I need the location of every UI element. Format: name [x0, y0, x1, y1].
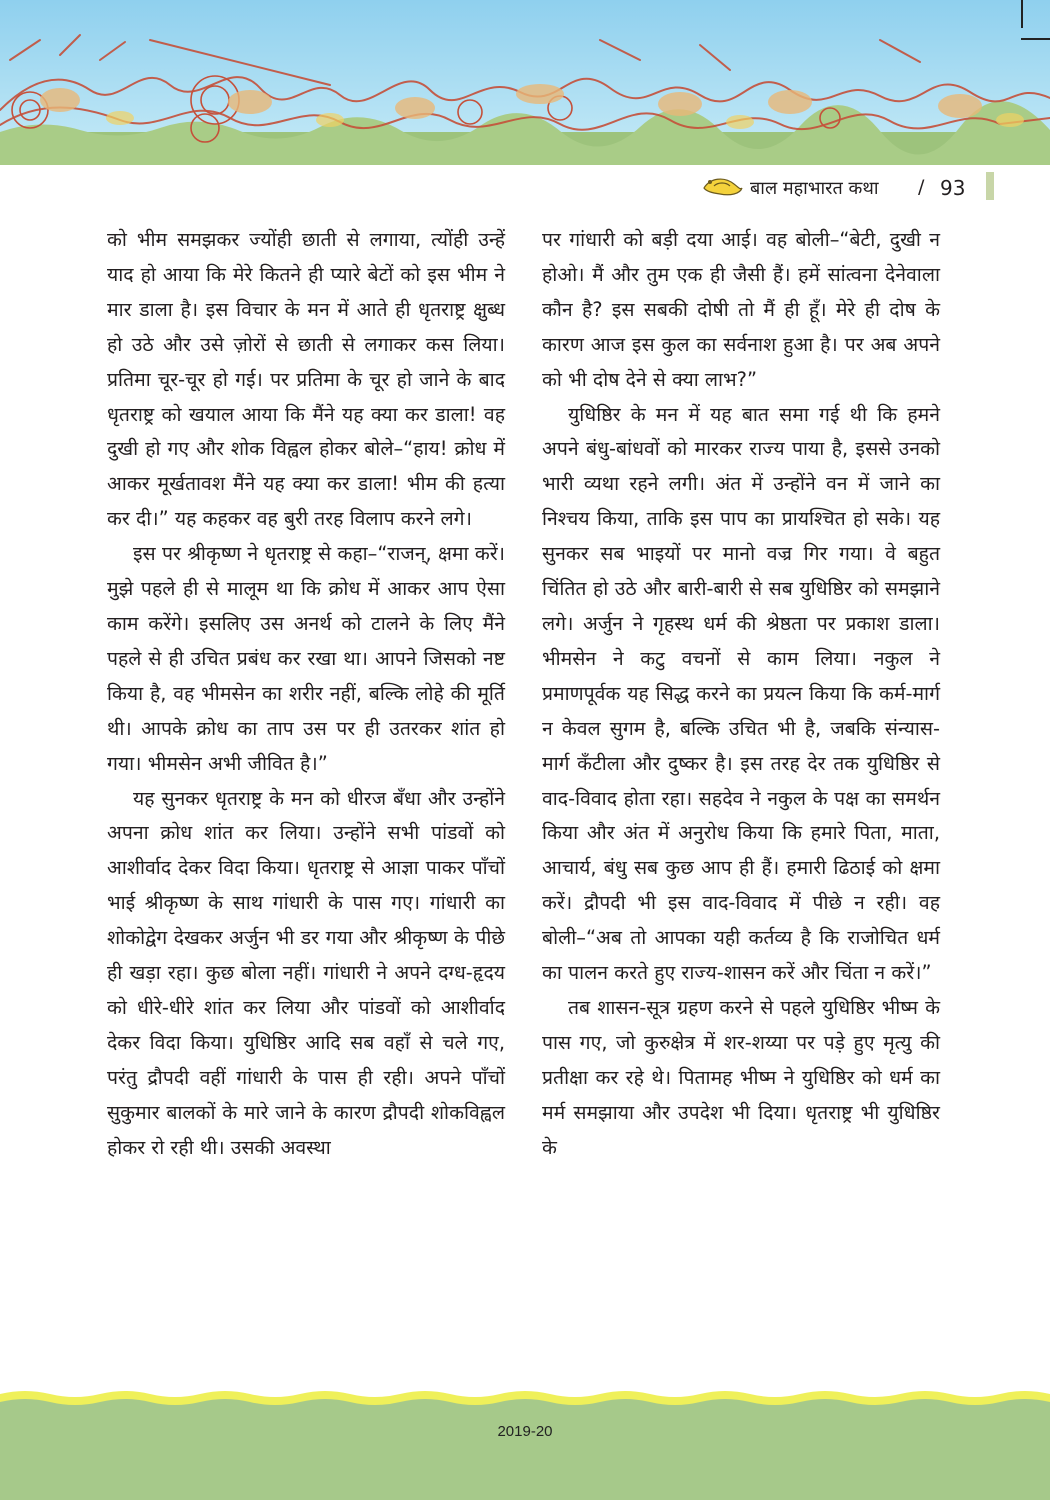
book-title: बाल महाभारत कथा	[750, 178, 879, 199]
paragraph: को भीम समझकर ज्योंही छाती से लगाया, त्योंही उन्हें याद हो आया कि मेरे कितने ही प्यारे बेटों को इस भीम ने मार डाला है। इस विचार के मन में आते ही धृतराष्ट्र क्षुब्ध हो उठे और उसे ज़ोरों से छाती से लगाकर कस लिया। प्रतिमा चूर-चूर हो गई। पर प्रतिमा के चूर हो जाने के बाद धृतराष्ट्र को खयाल आया कि मैंने यह क्या कर डाला! वह दुखी हो गए और शोक विह्वल होकर बोले–“हाय! क्रोध में आकर मूर्खतावश मैंने यह क्या कर डाला! भीम की हत्या कर दी।” यह कहकर वह बुरी तरह विलाप करने लगे।	[107, 228, 505, 531]
paragraph: युधिष्ठिर के मन में यह बात समा गई थी कि हमने अपने बंधु-बांधवों को मारकर राज्य पाया है, इससे उनको भारी व्यथा रहने लगी। अंत में उन्होंने वन में जाने का निश्चय किया, ताकि इस पाप का प्रायश्चित हो सके। यह सुनकर सब भाइयों पर मानो वज्र गिर गया। वे बहुत चिंतित हो उठे और बारी-बारी से सब युधिष्ठिर को समझाने लगे। अर्जुन ने गृहस्थ धर्म की श्रेष्ठता पर प्रकाश डाला। भीमसेन ने कटु वचनों से काम लिया। नकुल ने प्रमाणपूर्वक यह सिद्ध करने का प्रयत्न किया कि कर्म-मार्ग न केवल सुगम है, बल्कि उचित भी है, जबकि संन्यास-मार्ग कँटीला और दुष्कर है। इस तरह देर तक युधिष्ठिर से वाद-विवाद होता रहा। सहदेव ने नकुल के पक्ष का समर्थन किया और अंत में अनुरोध किया कि हमारे पिता, माता, आचार्य, बंधु सब कुछ आप ही हैं। हमारी ढिठाई को क्षमा करें। द्रौपदी भी इस वाद-विवाद में पीछे न रही। वह बोली–“अब तो आपका यही कर्तव्य है कि राजोचित धर्म का पालन करते हुए राज्य-शासन करें और चिंता न करें।”	[542, 402, 940, 985]
crop-mark	[1021, 38, 1050, 40]
paragraph: इस पर श्रीकृष्ण ने धृतराष्ट्र से कहा–“राजन्, क्षमा करें। मुझे पहले ही से मालूम था कि क्रोध में आकर आप ऐसा काम करेंगे। इसलिए उस अनर्थ को टालने के लिए मैंने पहले से ही उचित प्रबंध कर रखा था। आपने जिसको नष्ट किया है, वह भीमसेन का शरीर नहीं, बल्कि लोहे की मूर्ति थी। आपके क्रोध का ताप उस पर ही उतरकर शांत हो गया। भीमसेन अभी जीवित है।”	[107, 542, 505, 775]
header-accent-bar	[986, 172, 994, 200]
footer-band	[0, 1388, 1050, 1500]
lamp-ornament-icon	[700, 174, 744, 198]
right-column	[542, 223, 940, 1165]
footer-wave-decoration	[0, 1388, 1050, 1500]
paragraph: यह सुनकर धृतराष्ट्र के मन को धीरज बँधा और उन्होंने अपना क्रोध शांत कर लिया। उन्होंने सभी पांडवों को आशीर्वाद देकर विदा किया। धृतराष्ट्र से आज्ञा पाकर पाँचों भाई श्रीकृष्ण के साथ गांधारी के पास गए। गांधारी का शोकोद्वेग देखकर अर्जुन भी डर गया और श्रीकृष्ण के पीछे ही खड़ा रहा। कुछ बोला नहीं। गांधारी ने अपने दग्ध-हृदय को धीरे-धीरे शांत कर लिया और पांडवों को आशीर्वाद देकर विदा किया। युधिष्ठिर आदि सब वहाँ से चले गए, परंतु द्रौपदी वहीं गांधारी के पास ही रही। अपने पाँचों सुकुमार बालकों के मारे जाने के कारण द्रौपदी शोकविह्वल होकर रो रही थी। उसकी अवस्था	[107, 786, 505, 1159]
footer-year: 2019-20	[497, 1423, 553, 1440]
page-number: 93	[940, 176, 966, 200]
paragraph: तब शासन-सूत्र ग्रहण करने से पहले युधिष्ठिर भीष्म के पास गए, जो कुरुक्षेत्र में शर-शय्या पर पड़े हुए मृत्यु की प्रतीक्षा कर रहे थे। पितामह भीष्म ने युधिष्ठिर को धर्म का मर्म समझाया और उपदेश भी दिया। धृतराष्ट्र भी युधिष्ठिर के	[542, 995, 940, 1159]
crop-mark	[1021, 0, 1023, 28]
header-separator: /	[918, 176, 925, 198]
header-banner	[0, 0, 1050, 165]
left-column	[107, 223, 505, 1165]
paragraph: पर गांधारी को बड़ी दया आई। वह बोली–“बेटी, दुखी न होओ। मैं और तुम एक ही जैसी हैं। हमें सांत्वना देनेवाला कौन है? इस सबकी दोषी तो मैं ही हूँ। मेरे ही दोष के कारण आज इस कुल का सर्वनाश हुआ है। पर अब अपने को भी दोष देने से क्या लाभ?”	[542, 228, 940, 391]
battle-scene-illustration	[0, 0, 1050, 165]
running-head	[700, 172, 1000, 206]
